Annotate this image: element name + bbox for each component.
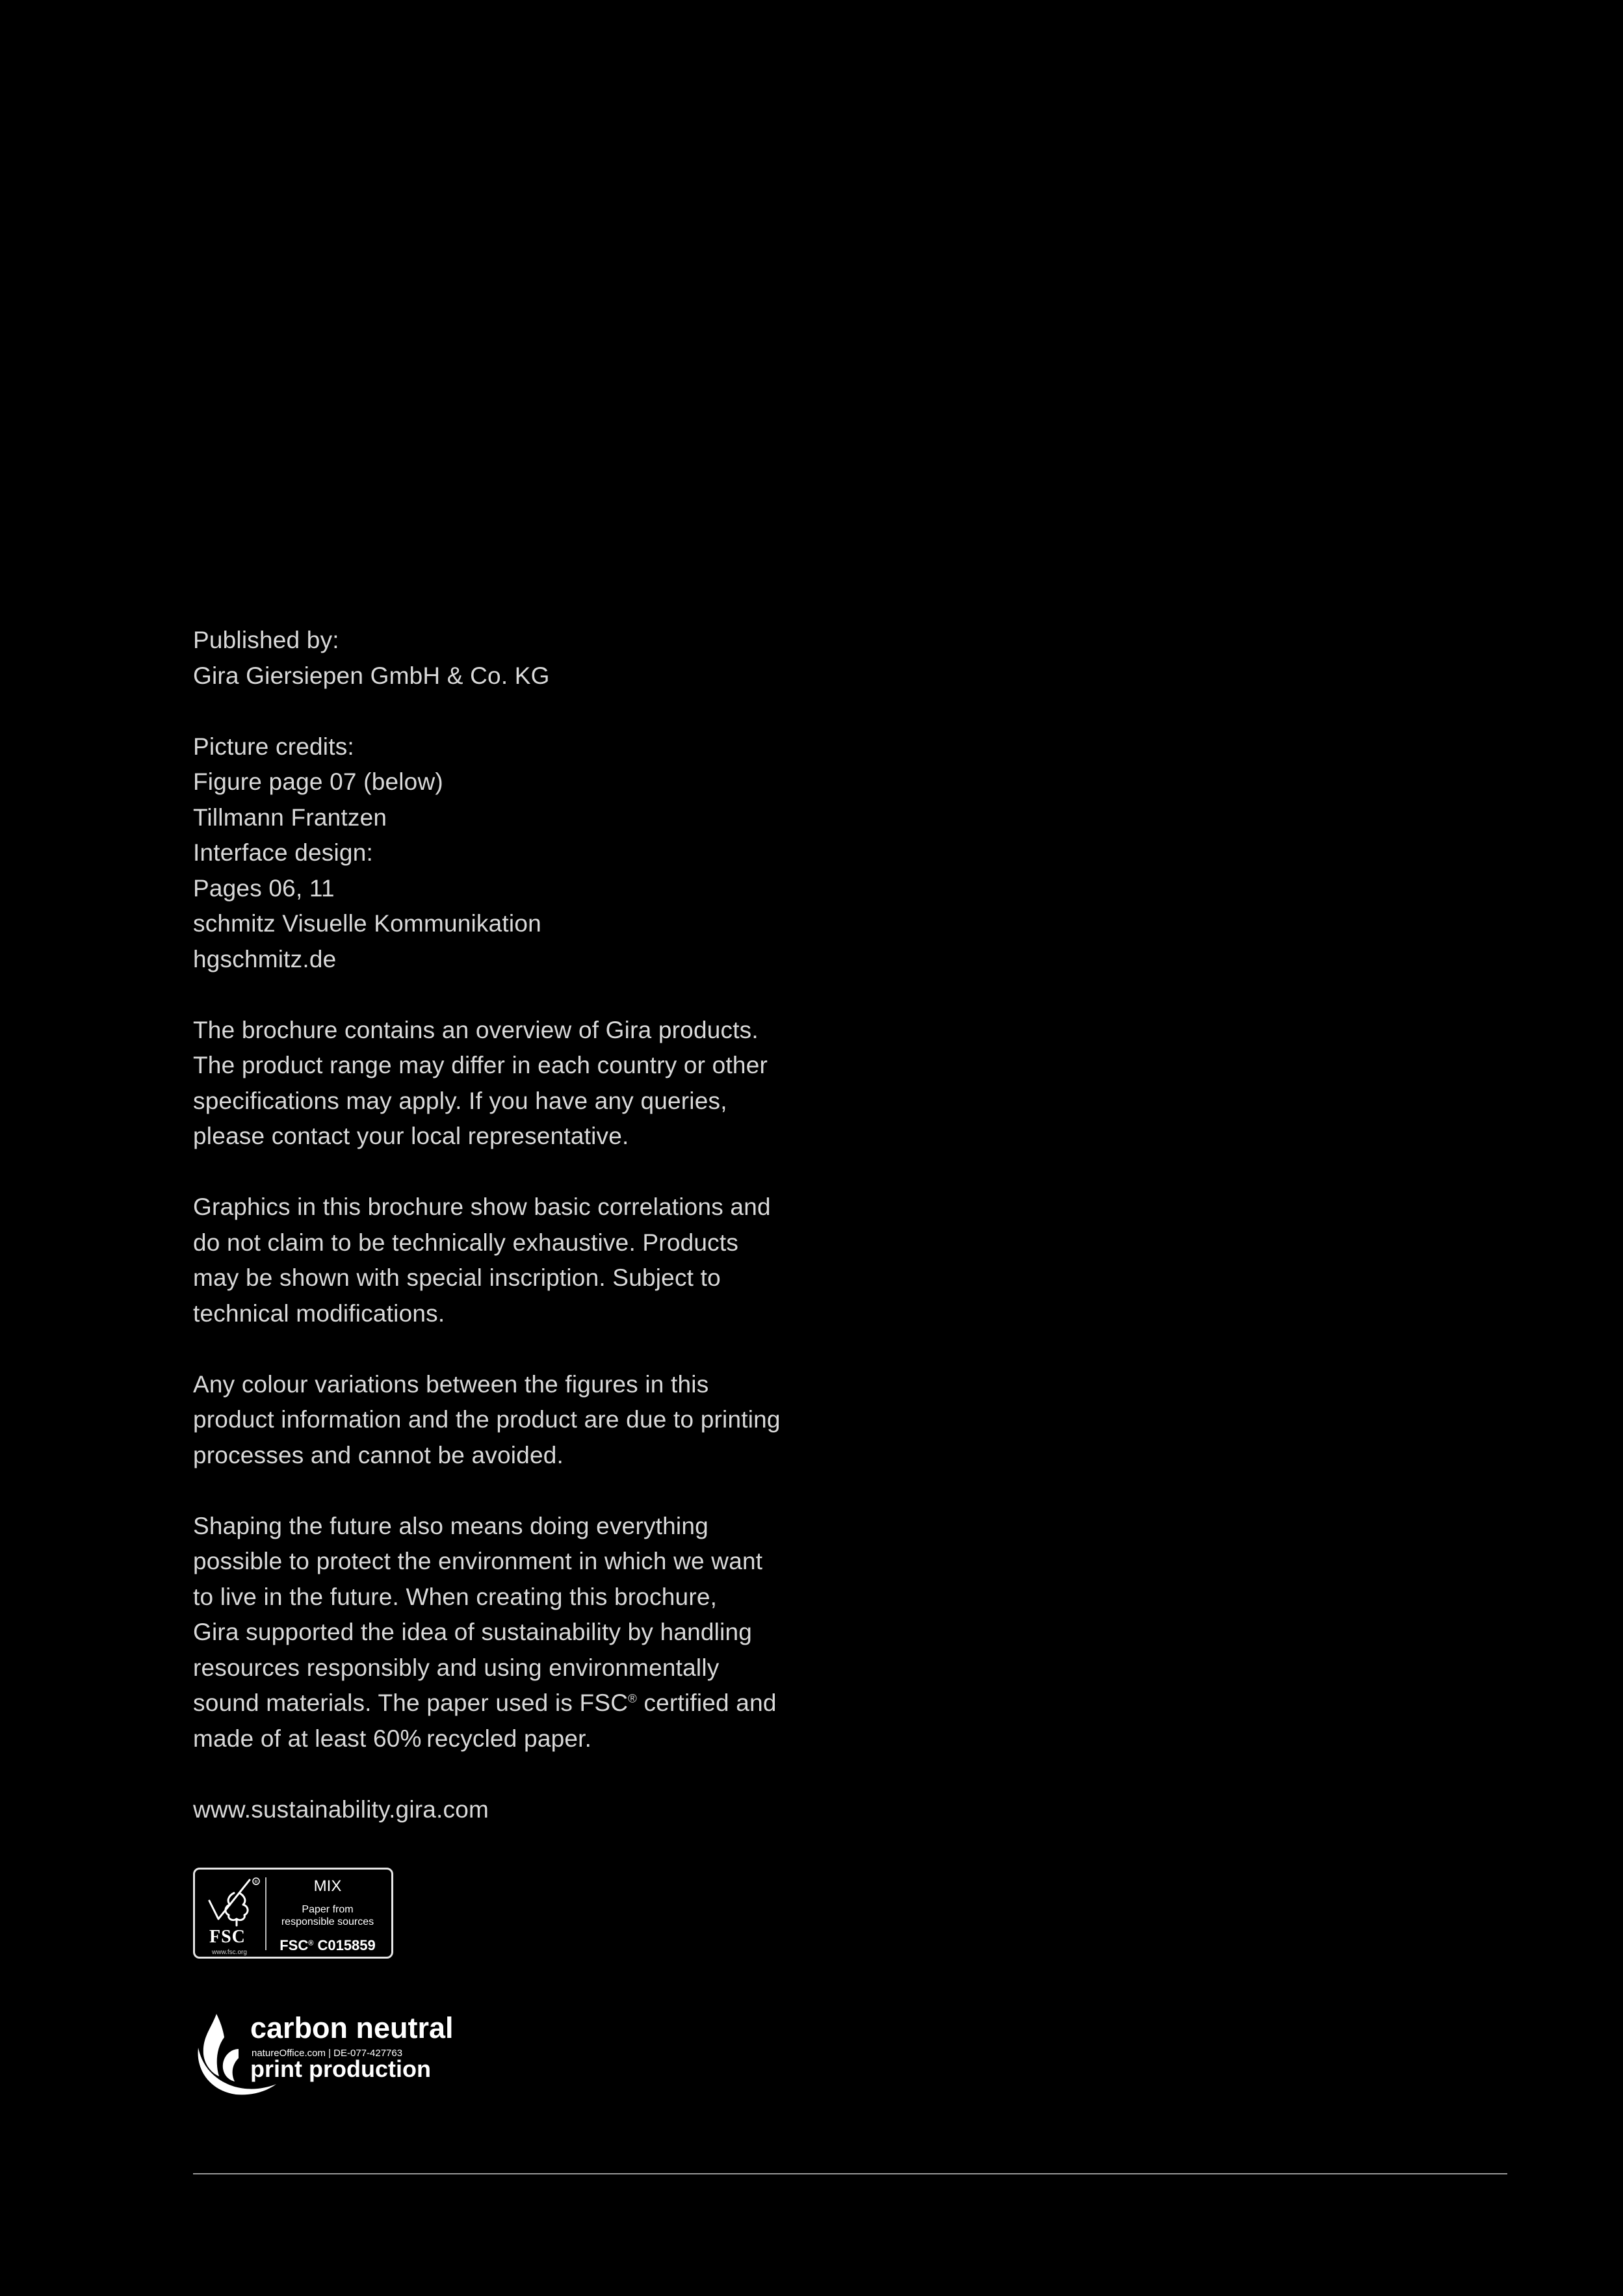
fsc-mix-label: MIX [313, 1877, 342, 1895]
paragraph-line: Any colour variations between the figures in this [193, 1370, 709, 1398]
figure-reference: Figure page 07 (below) [193, 768, 443, 795]
carbon-neutral-id: natureOffice.com | DE-077-427763 [252, 2048, 403, 2059]
paragraph-line-fsc [193, 1686, 908, 1721]
photographer-name: Tillmann Frantzen [193, 803, 387, 831]
paragraph-line: specifications may apply. If you have any queries, [193, 1087, 727, 1114]
fsc-text-post: certified and [636, 1689, 777, 1716]
publisher-block [193, 623, 908, 694]
imprint-text [193, 623, 908, 1863]
paragraph-line: possible to protect the environment in which we want [193, 1548, 763, 1574]
footer-divider [193, 2173, 1507, 2174]
picture-credits-block [193, 729, 908, 978]
fsc-paper-line: Paper from [302, 1904, 354, 1915]
fsc-paper-line: responsible sources [281, 1916, 374, 1927]
published-by-label: Published by: [193, 627, 339, 653]
paragraph-line: Gira supported the idea of sustainability by handling [193, 1619, 753, 1645]
graphics-paragraph [193, 1190, 908, 1331]
fsc-registered-mark: ® [308, 1939, 314, 1948]
paragraph-line: The brochure contains an overview of Gira products. [193, 1016, 759, 1043]
fsc-label [193, 1868, 393, 1959]
fsc-license-prefix: FSC [279, 1937, 309, 1953]
paragraph-line: do not claim to be technically exhaustive. Products [193, 1229, 739, 1256]
paragraph-line: please contact your local representative. [193, 1123, 629, 1149]
paragraph-line: may be shown with special inscription. Subject to [193, 1264, 721, 1291]
svg-text:R: R [254, 1880, 258, 1885]
fsc-url: www.fsc.org [212, 1949, 247, 1956]
paragraph-line: made of at least 60% recycled paper. [193, 1725, 592, 1752]
fsc-text-pre: sound materials. The paper used is FSC [193, 1689, 629, 1716]
sustainability-url-block [193, 1792, 908, 1828]
fsc-mark-text: FSC [209, 1927, 246, 1947]
design-agency-name: schmitz Visuelle Kommunikation [193, 910, 541, 937]
overview-paragraph [193, 1013, 908, 1155]
paragraph-line: The product range may differ in each country or other [193, 1052, 768, 1078]
interface-design-label: Interface design: [193, 839, 373, 866]
fsc-license-number: C015859 [313, 1937, 376, 1953]
paragraph-line: processes and cannot be avoided. [193, 1441, 564, 1468]
sustainability-paragraph [193, 1509, 908, 1757]
fsc-paper-text [268, 1903, 387, 1928]
publisher-name: Gira Giersiepen GmbH & Co. KG [193, 662, 550, 689]
registered-mark: ® [628, 1691, 637, 1706]
fsc-divider [265, 1877, 266, 1950]
paragraph-line: to live in the future. When creating this brochure, [193, 1583, 718, 1610]
paragraph-line: Graphics in this brochure show basic correlations and [193, 1194, 771, 1220]
paragraph-line: technical modifications. [193, 1299, 445, 1327]
carbon-neutral-subtitle: print production [250, 2055, 431, 2082]
paragraph-line: Shaping the future also means doing everything [193, 1512, 708, 1539]
design-agency-link[interactable]: hgschmitz.de [193, 945, 337, 972]
paragraph-line: product information and the product are due to printing [193, 1406, 781, 1433]
carbon-neutral-title: carbon neutral [250, 2011, 454, 2044]
pages-reference: Pages 06, 11 [193, 874, 335, 902]
colour-paragraph [193, 1367, 908, 1474]
picture-credits-label: Picture credits: [193, 733, 354, 760]
paragraph-line: resources responsibly and using environmentally [193, 1654, 720, 1681]
sustainability-link[interactable]: www.sustainability.gira.com [193, 1795, 489, 1823]
fsc-license-code [268, 1937, 387, 1954]
carbon-neutral-logo [193, 2009, 479, 2106]
fsc-tree-check-icon [204, 1876, 263, 1929]
